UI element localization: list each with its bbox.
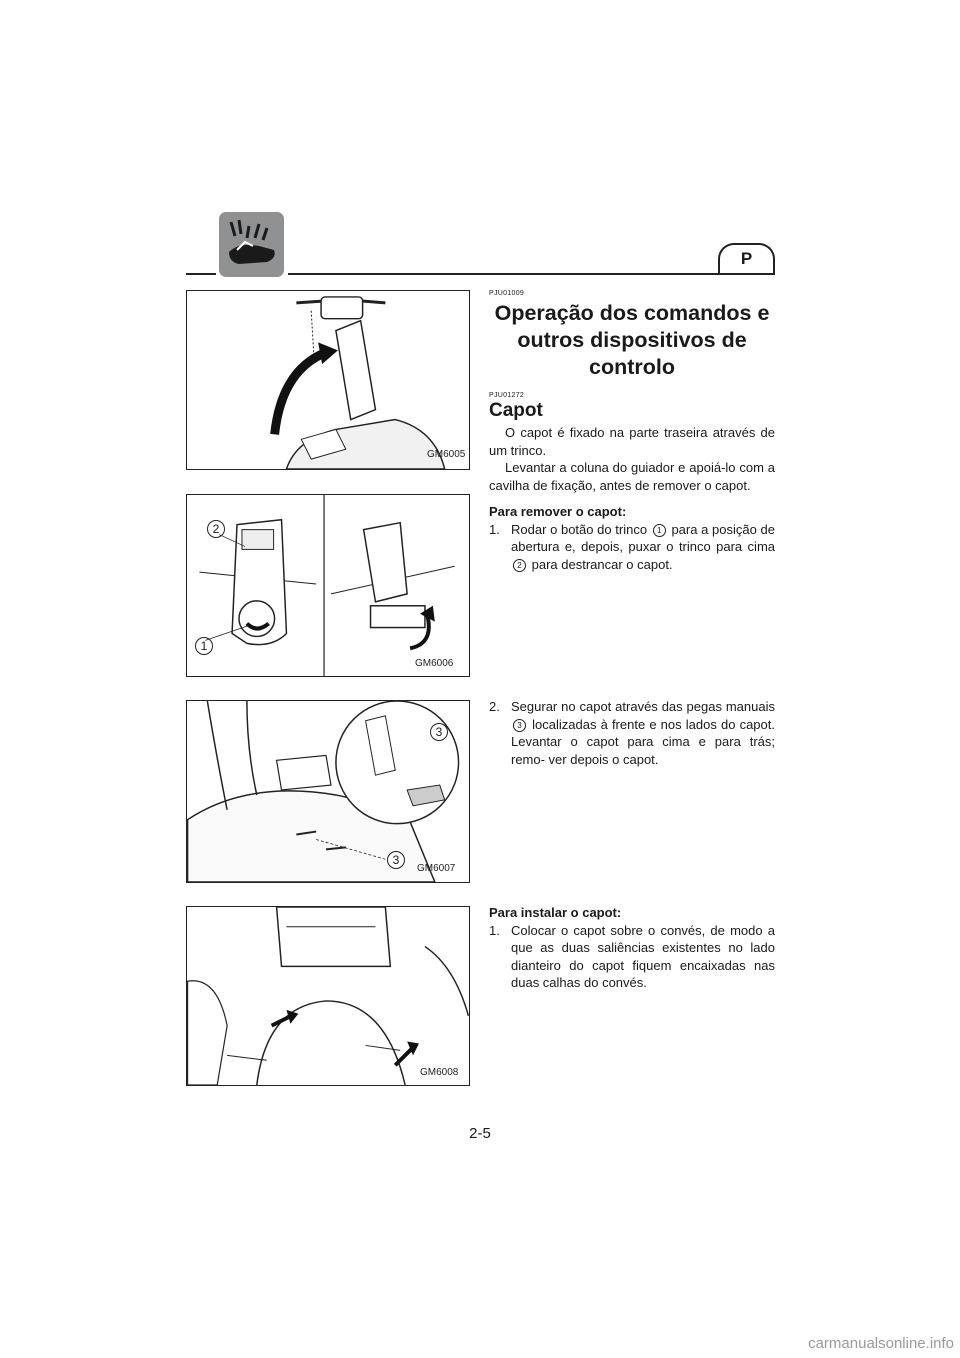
capot-para-1: O capot é fixado na parte traseira através de um trinco. — [489, 425, 775, 458]
section-code: PJU01009 — [489, 290, 525, 297]
callout-2: 2 — [207, 520, 225, 538]
header-rule-right — [288, 273, 775, 275]
figure-code: GM6007 — [417, 863, 456, 874]
figure-install-capot — [186, 906, 470, 1086]
capot-para-2: Levantar a coluna do guiador e apoiá-lo com a cavilha de fixação, antes de remover o capot. — [489, 460, 775, 493]
page-number: 2-5 — [469, 1125, 491, 1142]
install-step-1: 1. Colocar o capot sobre o convés, de modo a que as duas saliências existentes no lado dianteiro do capot fiquem encaixadas nas duas calhas do convés. — [489, 922, 775, 990]
watercraft-icon — [219, 212, 284, 277]
header-rule-left — [186, 273, 216, 275]
callout-ref-1: 1 — [653, 524, 666, 537]
figure-hand-grips — [186, 700, 470, 883]
callout-ref-2: 2 — [513, 559, 526, 572]
install-block — [489, 904, 775, 992]
callout-ref-3: 3 — [513, 719, 526, 732]
callout-3-detail: 3 — [430, 723, 448, 741]
remove-step-2: 2. Segurar no capot através das pegas manuais 3 localizadas à frente e nos lados do capot. Levantar o capot para cima e para trás; remo- ver depois o capot. — [489, 699, 775, 767]
page-title: Operação dos comandos e outros dispositivos de controlo — [494, 301, 770, 379]
watermark: carmanualsonline.info — [808, 1335, 954, 1352]
capot-code: PJU01272 — [489, 392, 525, 399]
section-intro — [489, 289, 775, 573]
figure-latch-knob — [186, 494, 470, 677]
figure-code: GM6006 — [415, 658, 454, 669]
language-badge: P — [718, 243, 775, 273]
remove-step-2-block — [489, 698, 775, 768]
callout-1: 1 — [195, 637, 213, 655]
callout-3-main: 3 — [387, 851, 405, 869]
figure-code: GM6008 — [420, 1067, 459, 1078]
remove-step-1: 1. Rodar o botão do trinco 1 para a posição de abertura e, depois, puxar o trinco para cima 2 para destrancar o capot. — [489, 521, 775, 572]
figure-handlebar-column — [186, 290, 470, 470]
capot-heading: Capot — [489, 400, 543, 421]
remove-heading: Para remover o capot: — [489, 504, 627, 519]
install-heading: Para instalar o capot: — [489, 905, 622, 920]
figure-code: GM6005 — [427, 449, 466, 460]
